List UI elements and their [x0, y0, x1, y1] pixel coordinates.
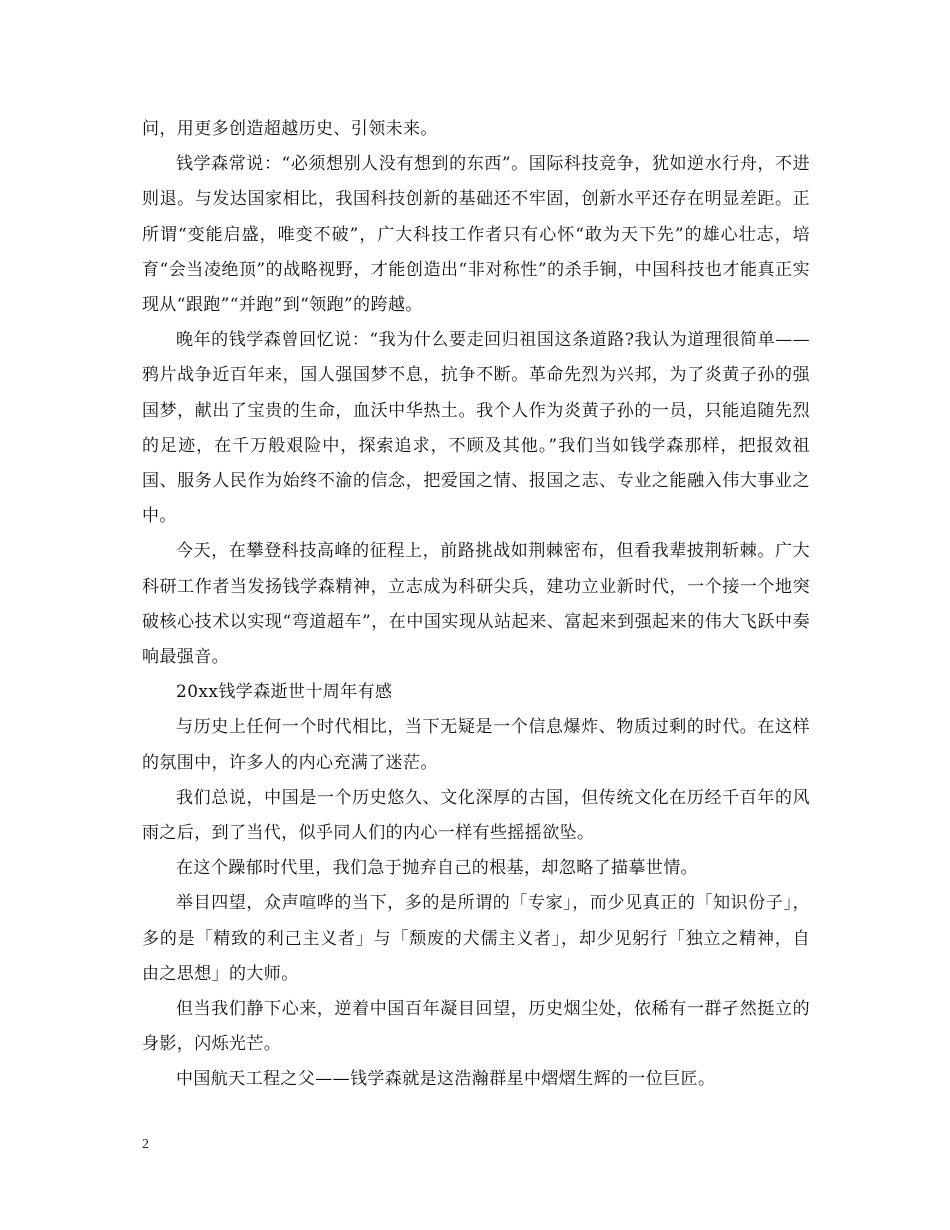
- paragraph: 在这个躁郁时代里，我们急于抛弃自己的根基，却忽略了描摹世情。: [176, 858, 698, 879]
- page-number: 2: [142, 1137, 149, 1152]
- paragraph: 但当我们静下心来，逆着中国百年凝目回望，历史烟尘处，依稀有一群孑然挺立的身影，闪烁光芒。: [142, 999, 810, 1055]
- paragraph: 举目四望，众声喧哗的当下，多的是所谓的「专家」，而少见真正的「知识份子」，多的是「精致的利己主义者」与「颓废的犬儒主义者」，却少见躬行「独立之精神，自由之思想」的大师。: [142, 893, 810, 984]
- section-heading: 20xx钱学森逝世十周年有感: [176, 682, 393, 703]
- paragraph: 晚年的钱学森曾回忆说：“我为什么要走回归祖国这条道路?我认为道理很简单——鸦片战争近百年来，国人强国梦不息，抗争不断。革命先烈为兴邦，为了炎黄子孙的强国梦，献出了宝贵的生命，血沃中华热土。我个人作为炎黄子孙的一员，只能追随先烈的足迹，在千万般艰险中，探索追求，不顾及其他。”我们当如钱学森那样，把报效祖国、服务人民作为始终不渝的信念，把爱国之情、报国之志、专业之能融入伟大事业之中。: [142, 330, 810, 527]
- paragraph: 钱学森常说：“必须想别人没有想到的东西”。国际科技竞争，犹如逆水行舟，不进则退。与发达国家相比，我国科技创新的基础还不牢固，创新水平还存在明显差距。正所谓“变能启盛，唯变不破”，广大科技工作者只有心怀“敢为天下先”的雄心壮志，培育“会当凌绝顶”的战略视野，才能创造出“非对称性”的杀手锏，中国科技也才能真正实现从“跟跑”“并跑”到“领跑”的跨越。: [142, 154, 810, 316]
- document-body: [142, 112, 810, 1098]
- paragraph-continuation: 问，用更多创造超越历史、引领未来。: [142, 119, 438, 139]
- paragraph: 我们总说，中国是一个历史悠久、文化深厚的古国，但传统文化在历经千百年的风雨之后，到了当代，似乎同人们的内心一样有些摇摇欲坠。: [142, 787, 810, 844]
- paragraph: 与历史上任何一个时代相比，当下无疑是一个信息爆炸、物质过剩的时代。在这样的氛围中，许多人的内心充满了迷茫。: [142, 717, 810, 773]
- paragraph: 中国航天工程之父——钱学森就是这浩瀚群星中熠熠生辉的一位巨匠。: [176, 1069, 716, 1090]
- paragraph: 今天，在攀登科技高峰的征程上，前路挑战如荆棘密布，但看我辈披荆斩棘。广大科研工作者当发扬钱学森精神，立志成为科研尖兵，建功立业新时代，一个接一个地突破核心技术以实现“弯道超车”，在中国实现从站起来、富起来到强起来的伟大飞跃中奏响最强音。: [142, 541, 810, 668]
